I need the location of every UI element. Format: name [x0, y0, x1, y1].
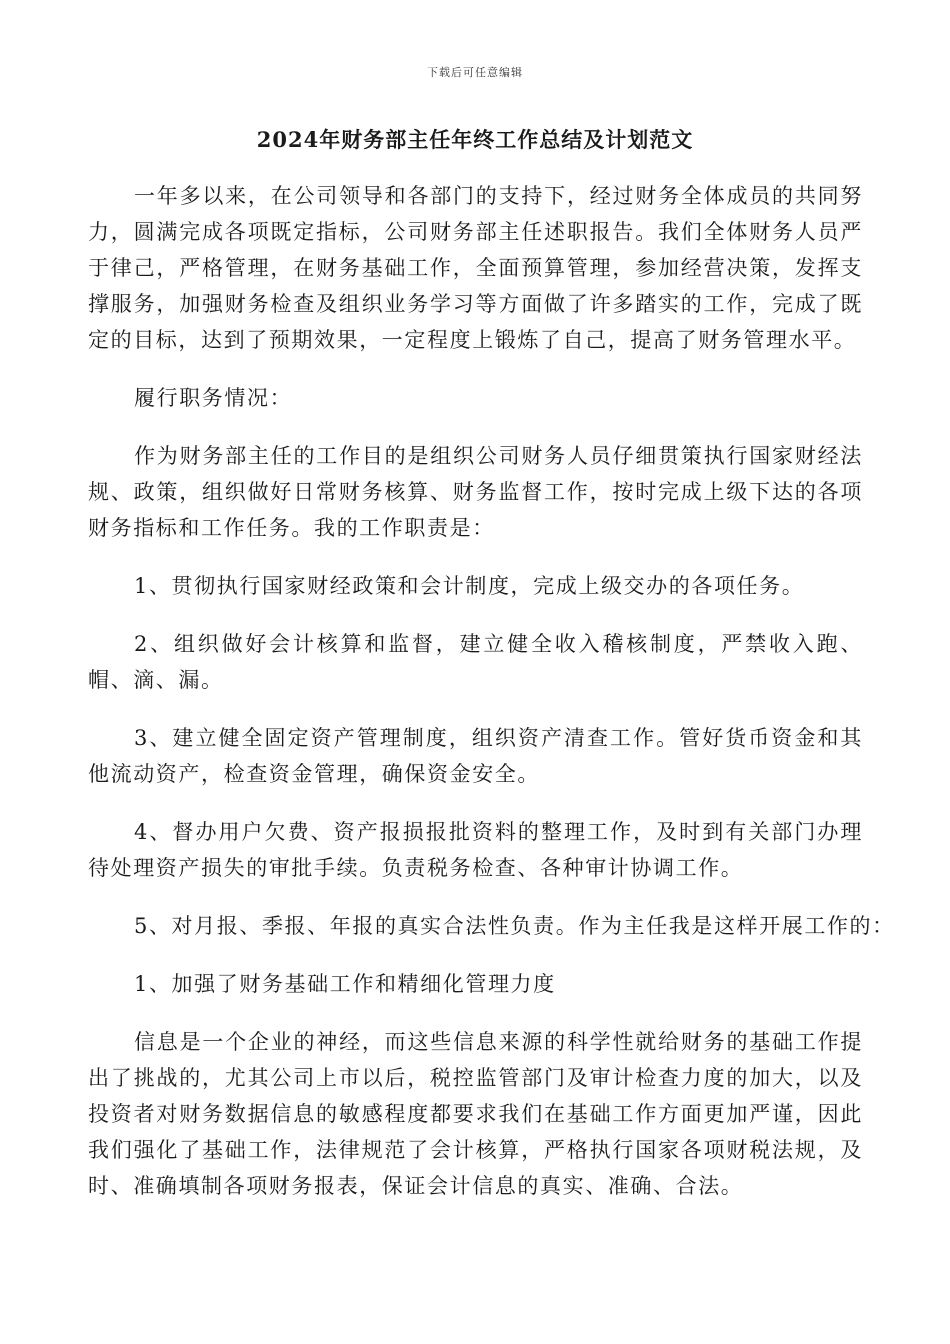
document-title: 2024年财务部主任年终工作总结及计划范文 — [256, 127, 694, 152]
paragraph-section-1-body: 信息是一个企业的神经，而这些信息来源的科学性就给财务的基础工作提出了挑战的，尤其公司上市以后，税控监管部门及审计检查力度的加大，以及投资者对财务数据信息的敏感程度都要求我们在基础工作方面更加严谨，因此我们强化了基础工作，法律规范了会计核算，严格执行国家各项财税法规，及时、准确填制各项财务报表，保证会计信息的真实、准确、合法。 — [88, 1030, 863, 1198]
header-note: 下载后可任意编辑 — [427, 66, 523, 79]
paragraph-section-1-heading: 1、加强了财务基础工作和精细化管理力度 — [134, 972, 556, 996]
paragraph-duty-2: 2、组织做好会计核算和监督，建立健全收入稽核制度，严禁收入跑、帽、滴、漏。 — [88, 632, 863, 692]
paragraph-duty-3: 3、建立健全固定资产管理制度，组织资产清查工作。管好货币资金和其他流动资产，检查资金管理，确保资金安全。 — [88, 726, 863, 786]
paragraph-duties-overview: 作为财务部主任的工作目的是组织公司财务人员仔细贯策执行国家财经法规、政策，组织做好日常财务核算、财务监督工作，按时完成上级下达的各项财务指标和工作任务。我的工作职责是： — [88, 444, 863, 540]
paragraph-duty-1: 1、贯彻执行国家财经政策和会计制度，完成上级交办的各项任务。 — [134, 574, 805, 598]
paragraph-duty-4: 4、督办用户欠费、资产报损报批资料的整理工作，及时到有关部门办理待处理资产损失的审批手续。负责税务检查、各种审计协调工作。 — [88, 820, 863, 880]
document-body — [88, 178, 895, 1226]
paragraph-duties-heading: 履行职务情况： — [134, 386, 293, 410]
paragraph-duty-5: 5、对月报、季报、年报的真实合法性负责。作为主任我是这样开展工作的： — [134, 914, 895, 938]
paragraph-intro: 一年多以来，在公司领导和各部门的支持下，经过财务全体成员的共同努力，圆满完成各项既定指标，公司财务部主任述职报告。我们全体财务人员严于律己，严格管理，在财务基础工作，全面预算管理，参加经营决策，发挥支撑服务，加强财务检查及组织业务学习等方面做了许多踏实的工作，完成了既定的目标，达到了预期效果，一定程度上锻炼了自己，提高了财务管理水平。 — [88, 184, 863, 352]
